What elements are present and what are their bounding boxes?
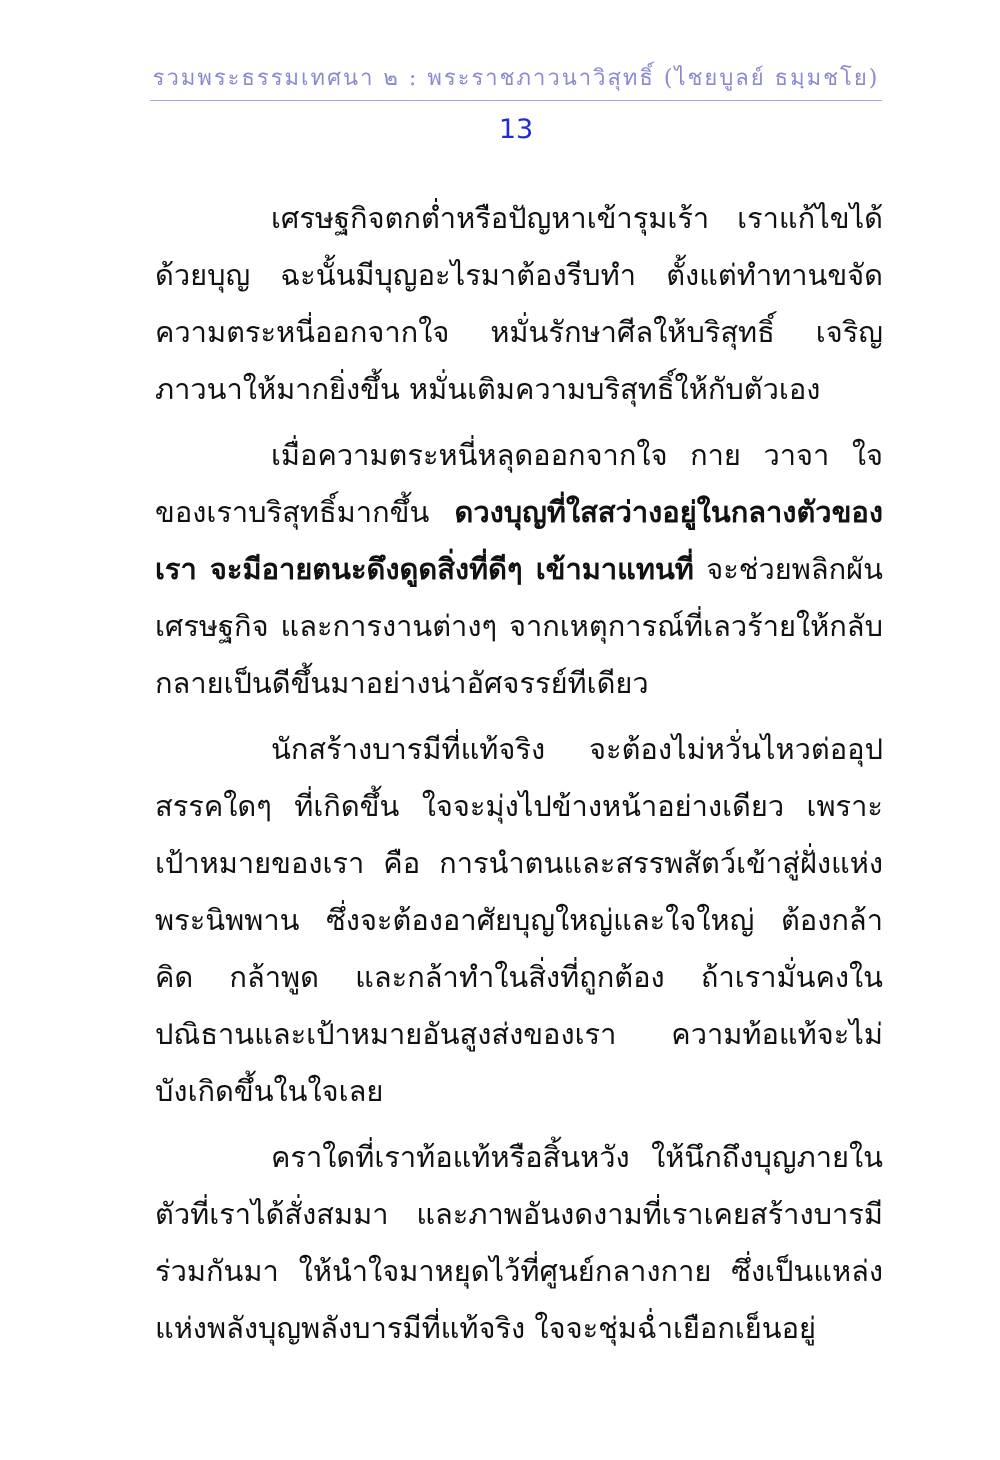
- paragraph-4: คราใดที่เราท้อแท้หรือสิ้นหวัง ให้นึกถึงบุญภายในตัวที่เราได้สั่งสมมา และภาพอันงดงามที่เราเคยสร้างบารมีร่วมกันมา ให้นำใจมาหยุดไว้ที่ศูนย์กลางกาย ซึ่งเป็นแหล่งแห่งพลังบุญพลังบารมีที่แท้จริง ใจจะชุ่มฉ่ำเยือกเย็นอยู่: [155, 1140, 883, 1345]
- page-number: 13: [498, 114, 534, 145]
- header-divider: [150, 100, 882, 101]
- paragraph-1: เศรษฐกิจตกต่ำหรือปัญหาเข้ารุมเร้า เราแก้ไขได้ด้วยบุญ ฉะนั้นมีบุญอะไรมาต้องรีบทำ ตั้งแต่ทำทานขจัดความตระหนี่ออกจากใจ หมั่นรักษาศีลให้บริสุทธิ์ เจริญภาวนาให้มากยิ่งขึ้น หมั่นเติมความบริสุทธิ์ให้กับตัวเอง: [155, 201, 883, 406]
- paragraph-2-emphasis: ดวงบุญที่ใสสว่างอยู่ในกลางตัวของเรา จะมีอายตนะดึงดูดสิ่งที่ดีๆ เข้ามาแทนที่: [155, 495, 883, 586]
- paragraph-2: [155, 427, 883, 712]
- paragraph-3: นักสร้างบารมีที่แท้จริง จะต้องไม่หวั่นไหวต่ออุปสรรคใดๆ ที่เกิดขึ้น ใจจะมุ่งไปข้างหน้าอย่างเดียว เพราะเป้าหมายของเรา คือ การนำตนและสรรพสัตว์เข้าสู่ฝั่งแห่งพระนิพพาน ซึ่งจะต้องอาศัยบุญใหญ่และใจใหญ่ ต้องกล้าคิด กล้าพูด และกล้าทำในสิ่งที่ถูกต้อง ถ้าเรามั่นคงในปณิธานและเป้าหมายอันสูงส่งของเรา ความท้อแท้จะไม่บังเกิดขึ้นในใจเลย: [155, 732, 883, 1108]
- paragraph-2-end: จะช่วยพลิกผันเศรษฐกิจ และการงานต่างๆ จากเหตุการณ์ที่เลวร้ายให้กลับกลายเป็นดีขึ้นมาอย่างน่าอัศจรรย์ทีเดียว: [155, 552, 883, 700]
- paragraph-2-start: เมื่อความตระหนี่หลุดออกจากใจ กาย วาจา ใจของเราบริสุทธิ์มากขึ้น: [155, 438, 883, 529]
- running-header: รวมพระธรรมเทศนา ๒ : พระราชภาวนาวิสุทธิ์ (ไชยบูลย์ ธมฺมชโย): [152, 66, 880, 91]
- body-text: [155, 190, 883, 1366]
